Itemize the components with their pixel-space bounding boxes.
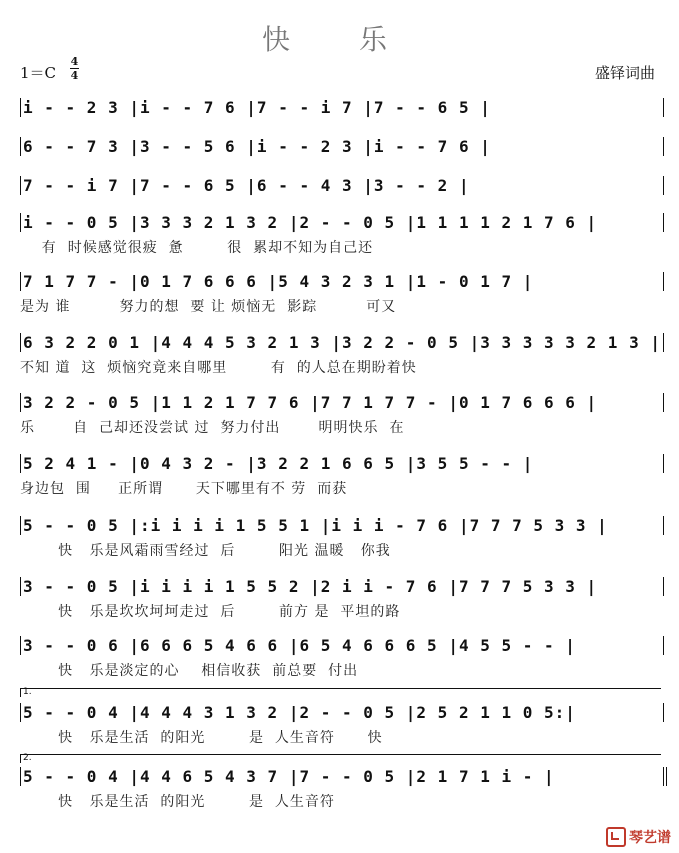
- meter-top: 4: [70, 55, 79, 68]
- notation-row: 6 - - 7 3 |3 - - 5 6 |i - - 2 3 |i - - 7 6 |: [20, 137, 664, 156]
- notation-row: 5 - - 0 5 |:i i i i 1 5 5 1 |i i i - 7 6 |7 7 7 5 3 3 |: [20, 516, 664, 535]
- notation-row: 3 - - 0 5 |i i i i 1 5 5 2 |2 i i - 7 6 |7 7 7 5 3 3 |: [20, 577, 664, 596]
- second-ending-label: 2.: [23, 753, 32, 763]
- lyric-line: 快 乐是坎坎坷坷走过 后 前方 是 平坦的路: [20, 604, 401, 620]
- key-signature: 1＝C: [20, 64, 57, 82]
- notation-row: 3 2 2 - 0 5 |1 1 2 1 7 7 6 |7 7 1 7 7 - |0 1 7 6 6 6 |: [20, 393, 664, 412]
- lyric-line: 快 乐是生活 的阳光 是 人生音符: [20, 794, 335, 810]
- first-ending-bracket: [20, 688, 661, 697]
- page-title: 快 乐: [262, 23, 417, 56]
- first-ending-label: 1.: [23, 687, 32, 697]
- notation-row: i - - 2 3 |i - - 7 6 |7 - - i 7 |7 - - 6 5 |: [20, 98, 664, 117]
- second-ending-bracket: [20, 754, 661, 763]
- logo-text: 琴艺谱: [629, 830, 671, 846]
- notation-row: 6 3 2 2 0 1 |4 4 4 5 3 2 1 3 |3 2 2 - 0 5 |3 3 3 3 3 2 1 3 |: [20, 333, 664, 352]
- time-signature: [70, 56, 79, 81]
- notation-row: 3 - - 0 6 |6 6 6 5 4 6 6 |6 5 4 6 6 6 5 |4 5 5 - - |: [20, 636, 664, 655]
- notation-row: i - - 0 5 |3 3 3 2 1 3 2 |2 - - 0 5 |1 1 1 1 2 1 7 6 |: [20, 213, 664, 232]
- lyric-line: 快 乐是风霜雨雪经过 后 阳光 温暖 你我: [20, 543, 391, 559]
- composer-credit: 盛铎词曲: [594, 64, 655, 82]
- meter-bottom: 4: [70, 69, 79, 82]
- logo-icon: [606, 827, 626, 847]
- lyric-line: 是为 谁 努力的想 要 让 烦恼无 影踪 可又: [20, 299, 397, 315]
- lyric-line: 不知 道 这 烦恼究竟来自哪里 有 的人总在期盼着快: [20, 360, 417, 376]
- notation-row: 5 - - 0 4 |4 4 4 3 1 3 2 |2 - - 0 5 |2 5 2 1 1 0 5:|: [20, 703, 664, 722]
- notation-row: 7 1 7 7 - |0 1 7 6 6 6 |5 4 3 2 3 1 |1 - 0 1 7 |: [20, 272, 664, 291]
- lyric-line: 身边包 围 正所谓 天下哪里有不 劳 而获: [20, 481, 348, 497]
- lyric-line: 乐 自 己却还没尝试 过 努力付出 明明快乐 在: [20, 420, 405, 436]
- notation-row: 7 - - i 7 |7 - - 6 5 |6 - - 4 3 |3 - - 2 |: [20, 176, 664, 195]
- lyric-line: 快 乐是淡定的心 相信收获 前总要 付出: [20, 663, 359, 679]
- lyric-line: 有 时候感觉很疲 惫 很 累却不知为自己还: [20, 240, 374, 256]
- lyric-line: 快 乐是生活 的阳光 是 人生音符 快: [20, 730, 383, 746]
- site-logo: [606, 827, 671, 847]
- notation-row: 5 2 4 1 - |0 4 3 2 - |3 2 2 1 6 6 5 |3 5 5 - - |: [20, 454, 664, 473]
- notation-row: 5 - - 0 4 |4 4 6 5 4 3 7 |7 - - 0 5 |2 1 7 1 i - |: [20, 767, 667, 786]
